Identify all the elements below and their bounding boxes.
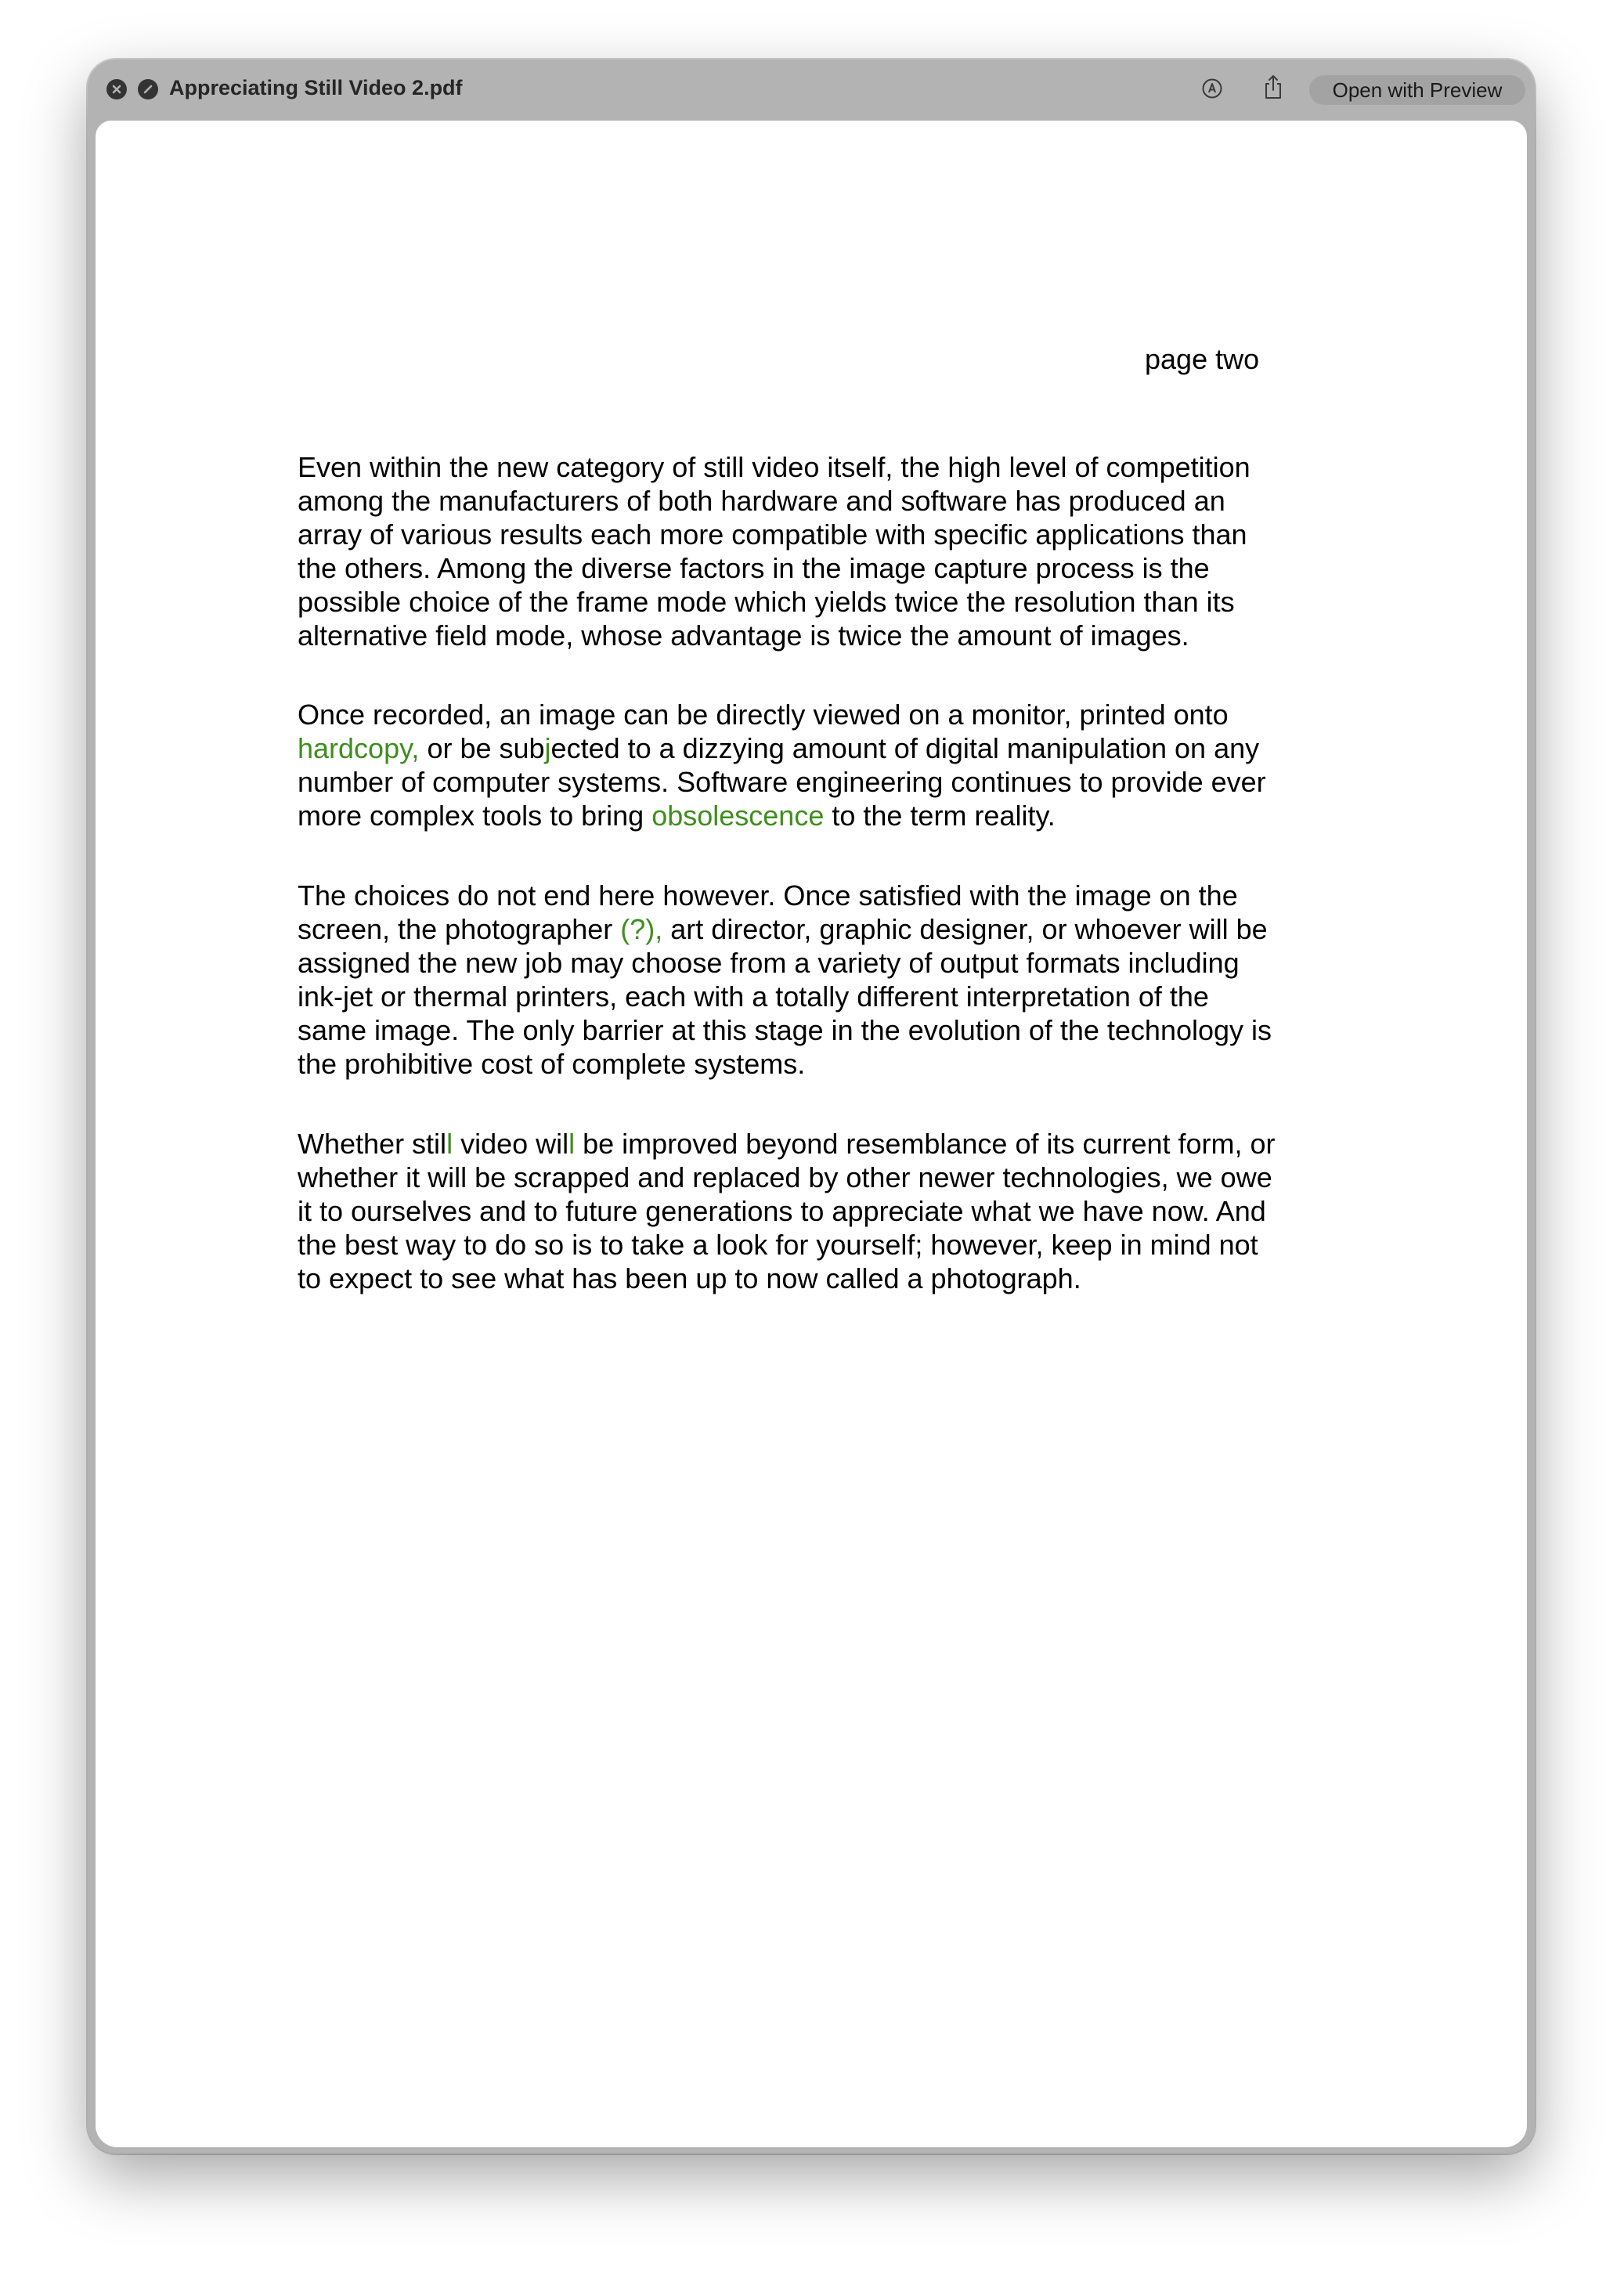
text-segment: ected to a dizzying amount of digital manipulation on any	[550, 732, 1260, 764]
text-segment: number of computer systems. Software engineering continues to provide ever	[298, 766, 1266, 798]
text-line	[298, 946, 1347, 980]
text-line	[298, 450, 1347, 484]
text-line	[298, 912, 1347, 946]
text-segment: alternative field mode, whose advantage is twice the amount of images.	[298, 619, 1189, 652]
highlighted-text: j	[544, 732, 551, 764]
text-segment: to the term reality.	[824, 800, 1056, 832]
paragraph-4	[298, 1127, 1347, 1295]
text-segment: Even within the new category of still video itself, the high level of competition	[298, 451, 1250, 483]
paragraph-3	[298, 879, 1347, 1081]
text-segment: more complex tools to bring	[298, 800, 652, 832]
text-line	[298, 1228, 1347, 1262]
text-segment: whether it will be scrapped and replaced by other newer technologies, we owe	[298, 1161, 1272, 1193]
text-segment: be improved beyond resemblance of its current form, or	[575, 1128, 1276, 1160]
text-line	[298, 1262, 1347, 1295]
text-line	[298, 765, 1347, 799]
paragraph-1	[298, 450, 1347, 652]
text-line	[298, 619, 1347, 652]
open-with-preview-button[interactable]: Open with Preview	[1309, 75, 1525, 105]
text-segment: the best way to do so is to take a look for yourself; however, keep in mind not	[298, 1229, 1258, 1261]
text-segment: it to ourselves and to future generations to appreciate what we have now. And	[298, 1195, 1266, 1227]
text-segment: among the manufacturers of both hardware and software has produced an	[298, 485, 1225, 517]
paragraph-2	[298, 698, 1347, 832]
page-label: page two	[1145, 343, 1260, 375]
text-segment: to expect to see what has been up to now called a photograph.	[298, 1262, 1081, 1294]
highlighted-text: l	[568, 1128, 576, 1160]
share-button[interactable]	[1258, 72, 1289, 105]
text-line	[298, 585, 1347, 619]
text-segment: art director, graphic designer, or whoever will be	[662, 913, 1268, 945]
text-line	[298, 1194, 1347, 1228]
text-segment: possible choice of the frame mode which yields twice the resolution than its	[298, 586, 1235, 618]
text-segment: Once recorded, an image can be directly viewed on a monitor, printed onto	[298, 699, 1229, 731]
markup-button[interactable]	[1198, 76, 1226, 104]
text-segment: array of various results each more compatible with specific applications than	[298, 518, 1247, 551]
text-line	[298, 1047, 1347, 1081]
text-line	[298, 698, 1347, 731]
hide-icon	[143, 84, 153, 95]
text-line	[298, 1013, 1347, 1047]
share-icon	[1262, 74, 1284, 104]
text-segment: the others. Among the diverse factors in the image capture process is the	[298, 552, 1210, 584]
text-segment: same image. The only barrier at this stage in the evolution of the technology is	[298, 1014, 1272, 1046]
highlighted-text: (?),	[620, 913, 663, 945]
close-button[interactable]	[106, 79, 127, 99]
window-title: Appreciating Still Video 2.pdf	[169, 76, 463, 99]
text-line	[298, 980, 1347, 1013]
text-segment: video wil	[453, 1128, 569, 1160]
text-line	[298, 799, 1347, 832]
text-line	[298, 518, 1347, 551]
text-segment: the prohibitive cost of complete systems.	[298, 1048, 806, 1080]
highlighted-text: obsolescence	[651, 800, 825, 832]
hide-button[interactable]	[138, 79, 158, 99]
text-line	[298, 1127, 1347, 1161]
text-line	[298, 1161, 1347, 1194]
text-segment: The choices do not end here however. Once satisfied with the image on the	[298, 879, 1238, 912]
close-icon	[111, 84, 122, 95]
quick-look-window	[88, 60, 1535, 2154]
highlighted-text: l	[446, 1128, 453, 1160]
text-segment: assigned the new job may choose from a variety of output formats including	[298, 947, 1240, 979]
title-bar[interactable]	[88, 60, 1535, 121]
text-line	[298, 731, 1347, 765]
highlighted-text: hardcopy,	[298, 732, 420, 764]
text-line	[298, 551, 1347, 585]
text-segment: screen, the photographer	[298, 913, 621, 945]
text-line	[298, 879, 1347, 912]
text-segment: ink-jet or thermal printers, each with a totally different interpretation of the	[298, 980, 1209, 1013]
markup-icon	[1201, 78, 1223, 103]
text-segment: Whether stil	[298, 1128, 447, 1160]
text-segment: or be sub	[419, 732, 545, 764]
document-page[interactable]	[96, 121, 1527, 2147]
text-line	[298, 484, 1347, 518]
